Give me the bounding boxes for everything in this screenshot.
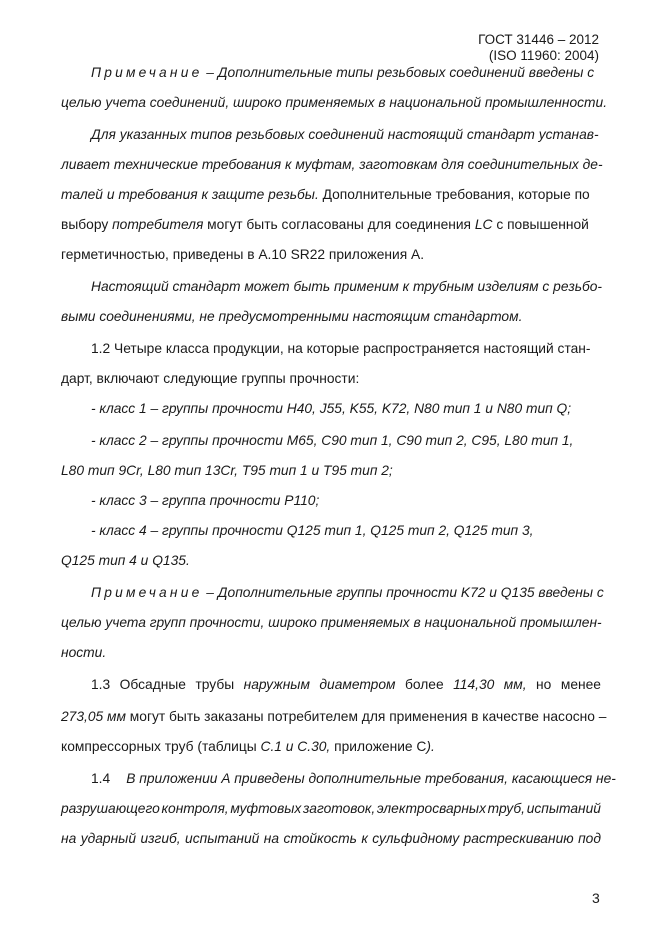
section-1-2-line-1: 1.2 Четыре класса продукции, на которые распространяется настоящий стан- <box>91 341 591 356</box>
section-1-4-line-3: на ударный изгиб, испытаний на стойкость к сульфидному растрескиванию под <box>61 831 601 846</box>
para-1-line-4: выбору потребителя могут быть согласованы для соединения LC с повышенной <box>61 217 589 232</box>
section-1-3-line-3: компрессорных труб (таблицы С.1 и С.30, приложение С). <box>61 739 435 754</box>
para-1-line-1: Для указанных типов резьбовых соединений настоящий стандарт устанав- <box>91 127 599 142</box>
iso-reference: (ISO 11960: 2004) <box>488 48 599 63</box>
class-2-item-line-2: L80 тип 9Cr, L80 тип 13Cr, Т95 тип 1 и Т95 тип 2; <box>61 463 393 478</box>
section-1-3-line-2: 273,05 мм могут быть заказаны потребителем для применения в качестве насосно – <box>61 709 607 724</box>
class-1-item: - класс 1 – группы прочности Н40, J55, K55, K72, N80 тип 1 и N80 тип Q; <box>91 401 572 416</box>
section-1-4-line-2: разрушающего контроля, муфтовых заготовок, электросварных труб, испытаний <box>61 801 601 816</box>
standard-number: ГОСТ 31446 – 2012 <box>478 32 599 47</box>
page-number: 3 <box>592 890 600 906</box>
section-1-2-line-2: дарт, включают следующие группы прочности: <box>61 371 360 386</box>
note-label: Примечание <box>91 65 203 80</box>
para-1-line-2: ливает технические требования к муфтам, заготовкам для соединительных де- <box>61 157 603 172</box>
note-2-line-1: Примечание – Дополнительные группы прочности K72 и Q135 введены с <box>91 585 604 600</box>
class-2-item-line-1: - класс 2 – группы прочности М65, С90 тип 1, С90 тип 2, С95, L80 тип 1, <box>91 433 574 448</box>
para-2-line-2: выми соединениями, не предусмотренными настоящим стандартом. <box>61 309 523 324</box>
note-label: Примечание <box>91 585 203 600</box>
note-1-line-1: Примечание – Дополнительные типы резьбовых соединений введены с <box>91 65 595 80</box>
note-2-line-3: ности. <box>61 645 107 660</box>
para-1-line-5: герметичностью, приведены в А.10 SR22 приложения А. <box>61 247 425 262</box>
class-3-item: - класс 3 – группа прочности Р110; <box>91 493 320 508</box>
section-1-3-line-1: 1.3 Обсадные трубы наружным диаметром более 114,30 мм, но менее <box>91 677 601 692</box>
document-header <box>478 32 599 64</box>
note-1-line-2: целью учета соединений, широко применяемых в национальной промышленности. <box>61 95 608 110</box>
class-4-item-line-2: Q125 тип 4 и Q135. <box>61 553 190 568</box>
class-4-item-line-1: - класс 4 – группы прочности Q125 тип 1, Q125 тип 2, Q125 тип 3, <box>91 523 534 538</box>
para-2-line-1: Настоящий стандарт может быть применим к трубным изделиям с резьбо- <box>91 279 603 294</box>
section-1-4-line-1: 1.4 В приложении А приведены дополнительные требования, касающиеся не- <box>91 771 616 786</box>
para-1-line-3: талей и требования к защите резьбы. Дополнительные требования, которые по <box>61 187 590 202</box>
note-2-line-2: целью учета групп прочности, широко применяемых в национальной промышлен- <box>61 615 602 630</box>
